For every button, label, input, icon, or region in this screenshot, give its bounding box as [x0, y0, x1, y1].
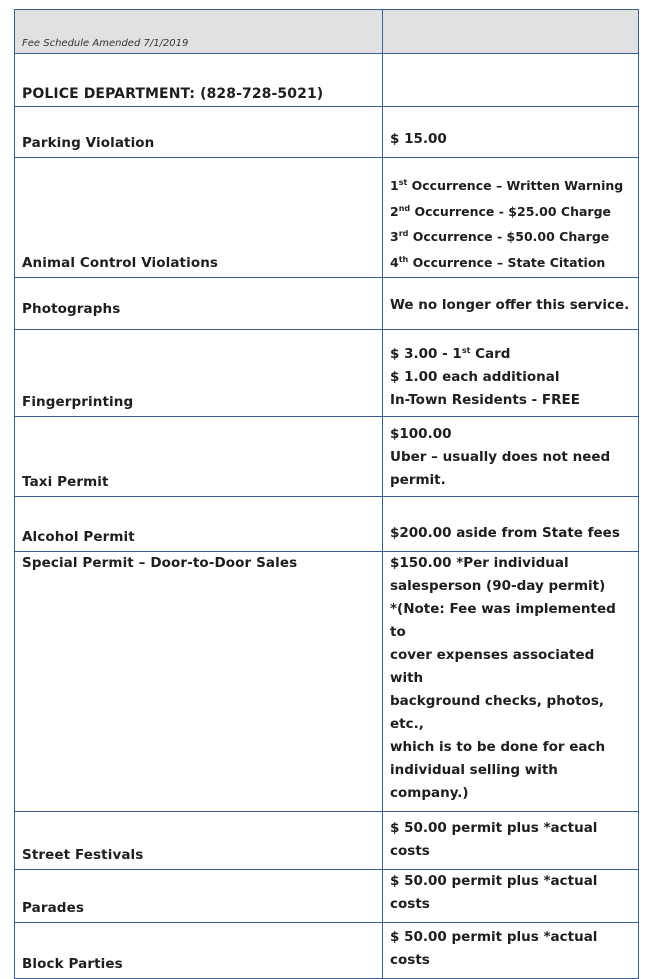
- fee-value: We no longer offer this service.: [390, 297, 630, 313]
- fee-value-line: which is to be done for each: [390, 739, 606, 755]
- fee-label: Alcohol Permit: [22, 529, 135, 545]
- fee-label-cell: [15, 923, 383, 979]
- fee-schedule-table: [14, 9, 639, 979]
- fee-value-cell: [383, 330, 639, 417]
- fee-value-line: $100.00: [390, 426, 452, 442]
- fee-row-block-parties: [15, 923, 639, 979]
- fee-label-cell: [15, 417, 383, 497]
- fee-value-cell: [383, 107, 639, 158]
- fee-value-cell: [383, 417, 639, 497]
- fee-label: Photographs: [22, 301, 121, 317]
- header-row: [15, 10, 639, 54]
- fee-label: Street Festivals: [22, 847, 144, 863]
- fee-value-line: 1st Occurrence – Written Warning: [390, 178, 624, 193]
- fee-value-line: cover expenses associated with: [390, 647, 595, 686]
- fee-label-cell: [15, 158, 383, 278]
- fee-value-line: salesperson (90-day permit): [390, 578, 606, 594]
- fee-row-animal-control: [15, 158, 639, 278]
- fee-label: Fingerprinting: [22, 394, 134, 410]
- fee-value-line: individual selling with company.): [390, 762, 558, 801]
- department-title: POLICE DEPARTMENT: (828-728-5021): [22, 86, 324, 102]
- fee-row-alcohol: [15, 497, 639, 552]
- fee-label-cell: [15, 870, 383, 923]
- fee-value-line: 2nd Occurrence - $25.00 Charge: [390, 203, 611, 219]
- fee-value-line: Uber – usually does not need: [390, 449, 611, 465]
- fee-row-parking: [15, 107, 639, 158]
- fee-label-cell: [15, 107, 383, 158]
- fee-value: $ 50.00 permit plus *actual costs: [390, 873, 598, 912]
- amended-note: Fee Schedule Amended 7/1/2019: [22, 38, 189, 49]
- fee-row-fingerprinting: [15, 330, 639, 417]
- fee-label: Taxi Permit: [22, 474, 109, 490]
- fee-value: $ 50.00 permit plus *actual costs: [390, 929, 598, 968]
- fee-value-line: permit.: [390, 472, 446, 488]
- fee-value-line: background checks, photos, etc.,: [390, 693, 604, 732]
- fee-label: Special Permit – Door-to-Door Sales: [22, 555, 298, 571]
- fee-row-street-festivals: [15, 812, 639, 870]
- fee-value-line: 3rd Occurrence - $50.00 Charge: [390, 229, 610, 244]
- fee-label-cell: [15, 497, 383, 552]
- fee-label: Block Parties: [22, 956, 123, 972]
- fee-value-cell: [383, 923, 639, 979]
- fee-value-line: *(Note: Fee was implemented to: [390, 601, 616, 640]
- fee-value-cell: [383, 870, 639, 923]
- fee-value-cell: [383, 158, 639, 278]
- fee-row-special-permit: [15, 552, 639, 812]
- department-cell-right: [383, 54, 639, 107]
- header-cell-left: [15, 10, 383, 54]
- fee-value-line: 4th Occurrence – State Citation: [390, 254, 606, 270]
- fee-label: Animal Control Violations: [22, 255, 219, 271]
- fee-row-taxi: [15, 417, 639, 497]
- fee-label: Parades: [22, 900, 84, 916]
- fee-label-cell: [15, 552, 383, 812]
- fee-value-cell: [383, 812, 639, 870]
- fee-label-cell: [15, 812, 383, 870]
- header-cell-right: [383, 10, 639, 54]
- fee-value-cell: [383, 552, 639, 812]
- fee-value-line: $ 3.00 - 1st Card: [390, 346, 511, 362]
- fee-row-parades: [15, 870, 639, 923]
- fee-label-cell: [15, 278, 383, 330]
- fee-value: $ 15.00: [390, 131, 447, 147]
- department-cell: [15, 54, 383, 107]
- fee-value-line: In-Town Residents - FREE: [390, 392, 580, 408]
- fee-row-photographs: [15, 278, 639, 330]
- fee-value-line: $150.00 *Per individual: [390, 555, 569, 571]
- fee-label: Parking Violation: [22, 135, 155, 151]
- fee-value-cell: [383, 497, 639, 552]
- department-row: [15, 54, 639, 107]
- fee-value: $200.00 aside from State fees: [390, 525, 620, 541]
- fee-value-cell: [383, 278, 639, 330]
- fee-label-cell: [15, 330, 383, 417]
- fee-value: $ 50.00 permit plus *actual costs: [390, 820, 598, 859]
- fee-value-line: $ 1.00 each additional: [390, 369, 560, 385]
